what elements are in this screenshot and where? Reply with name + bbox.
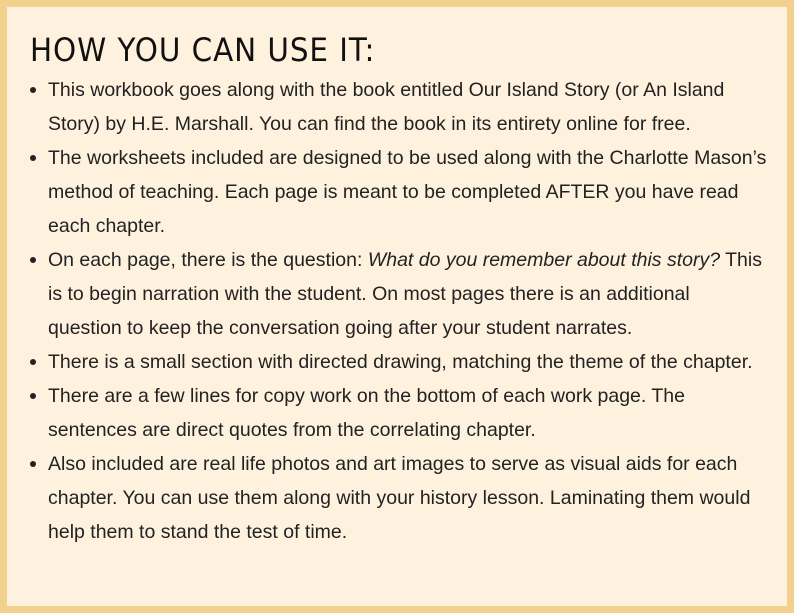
bullet-item-1: This workbook goes along with the book entitled Our Island Story (or An Island Story) by H.E. Marshall. You can find the book in its entirety online for free. bbox=[27, 73, 767, 141]
bullet-item-6: Also included are real life photos and art images to serve as visual aids for each chapter. You can use them along with your history lesson. Laminating them would help them to stand the test of time. bbox=[27, 447, 767, 549]
page-title: HOW YOU CAN USE IT: bbox=[30, 31, 376, 69]
bullet-item-3 bbox=[27, 243, 767, 345]
bullet-item-3-text-before: On each page, there is the question: bbox=[48, 249, 368, 271]
bullet-item-4: There is a small section with directed drawing, matching the theme of the chapter. bbox=[27, 345, 767, 379]
bullet-item-5: There are a few lines for copy work on the bottom of each work page. The sentences are direct quotes from the correlating chapter. bbox=[27, 379, 767, 447]
narration-question: What do you remember about this story? bbox=[367, 249, 721, 271]
bullet-item-3-text-after: This is to begin narration with the student. On most pages there is an additional question to keep the conversation going after your student narrates. bbox=[48, 249, 762, 339]
bullet-list bbox=[27, 73, 767, 549]
bullet-item-2: The worksheets included are designed to be used along with the Charlotte Mason’s method of teaching. Each page is meant to be completed AFTER you have read each chapter. bbox=[27, 141, 767, 243]
info-panel bbox=[7, 7, 787, 606]
